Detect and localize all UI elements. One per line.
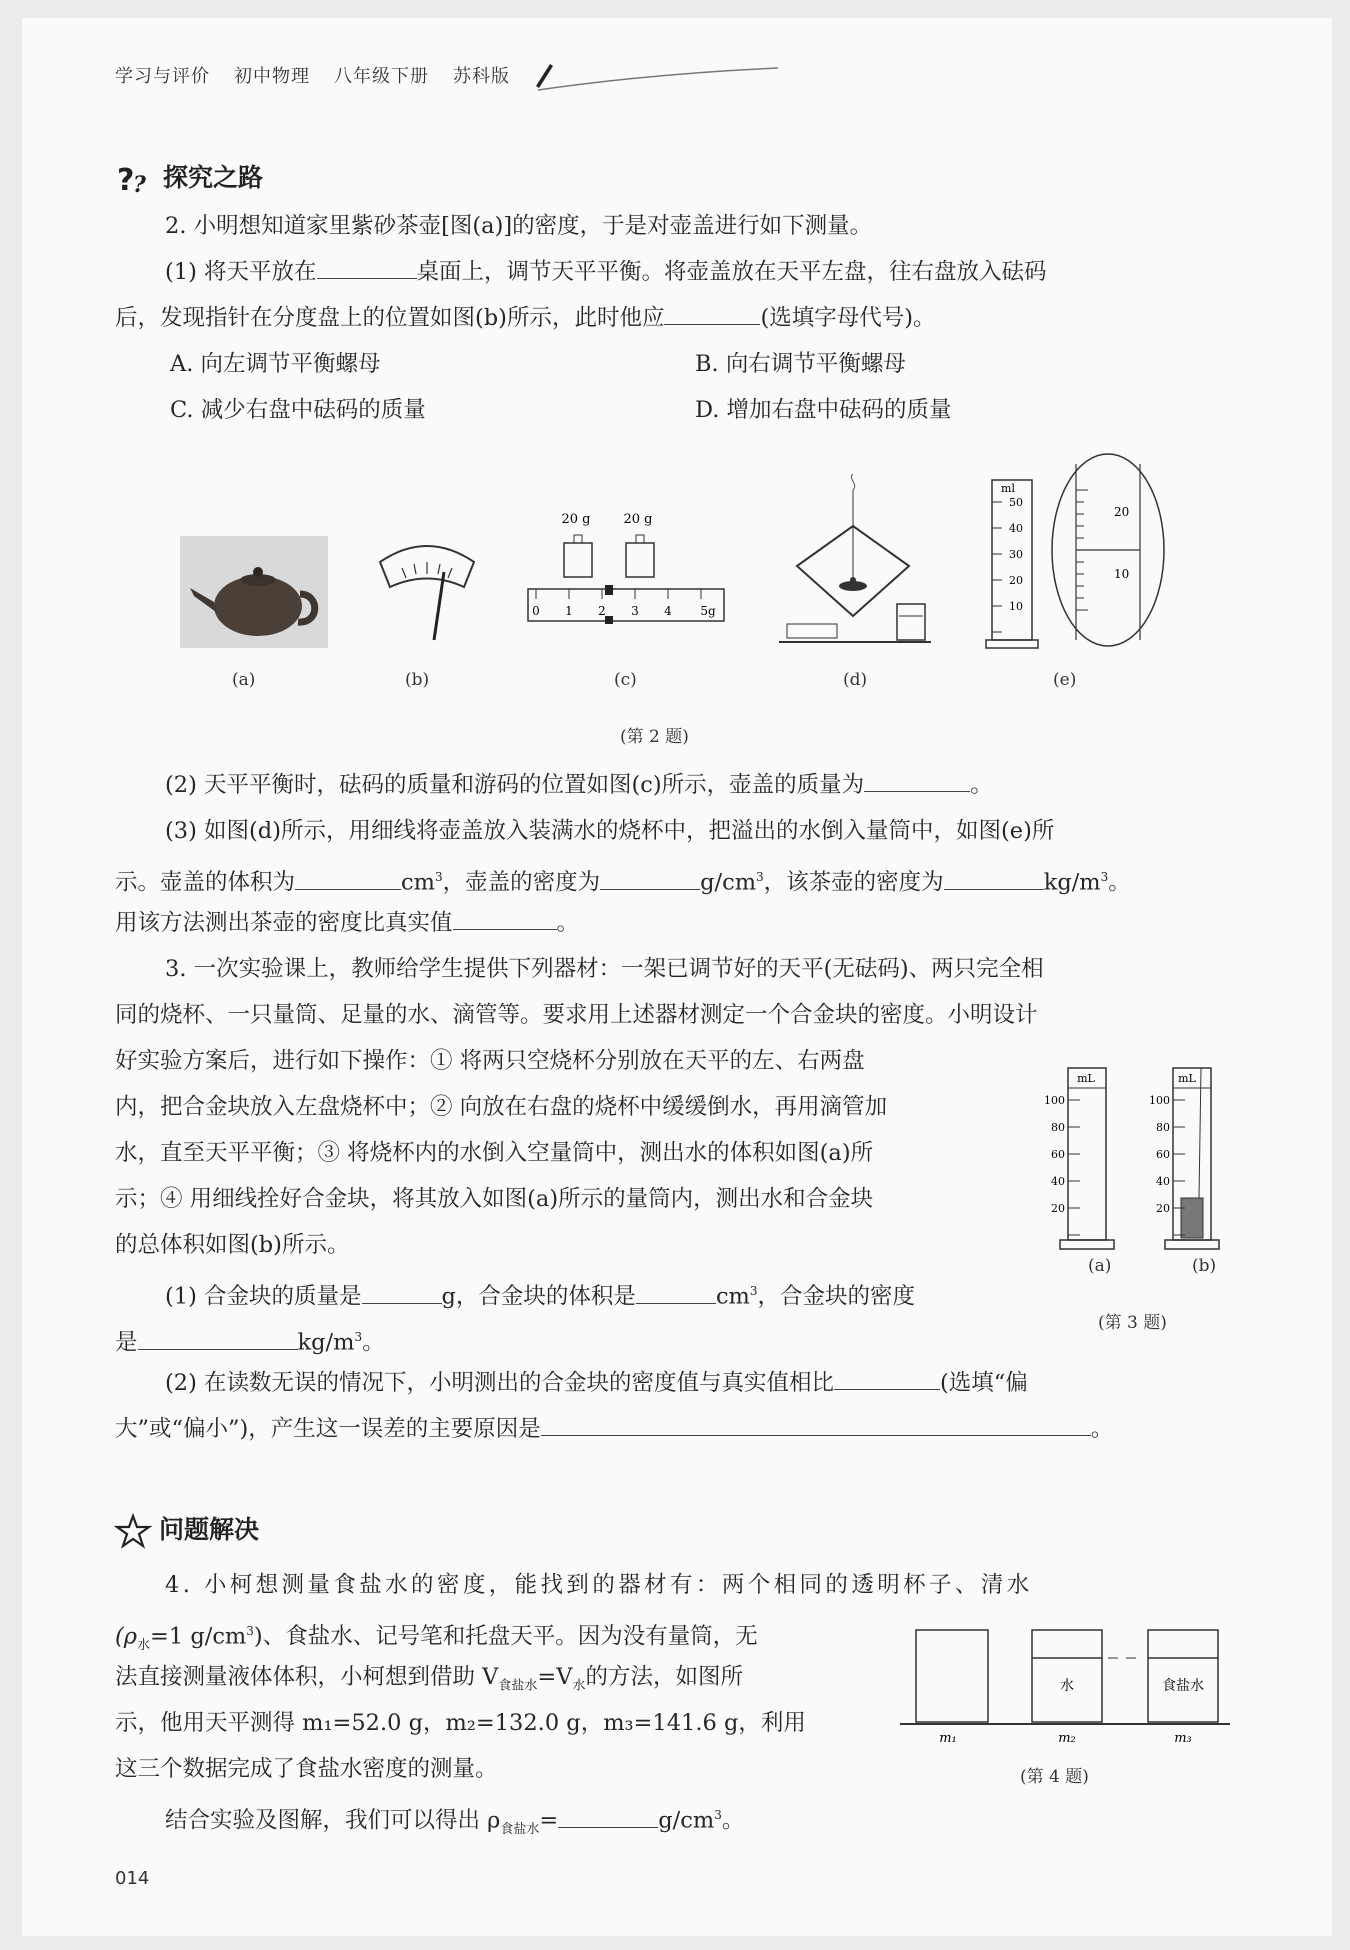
q2-part1-line1: (1) 将天平放在 桌面上，调节天平平衡。将壶盖放在天平左盘，往右盘放入砝码 <box>165 249 1047 295</box>
q2-part3-line3: 用该方法测出茶壶的密度比真实值 。 <box>115 900 579 946</box>
balance-weights-scale <box>526 505 726 645</box>
svg-text:?: ? <box>117 163 135 198</box>
cup-label-salt-water: 食盐水 <box>1162 1678 1204 1694</box>
zoom-tick-10: 10 <box>1114 567 1130 581</box>
mass-label-3: m₃ <box>1174 1731 1192 1746</box>
cyl-a-tick-80: 80 <box>1051 1121 1065 1134</box>
q4-line2: ($\rho_水=1$ $g/cm^3$)、食盐水、记号笔和托盘天平。因为没有量筒，无 <box>115 1623 758 1653</box>
cup-label-water: 水 <box>1060 1678 1074 1694</box>
cylinder-unit: ml <box>1001 482 1015 495</box>
q3-caption: (第 3 题) <box>1098 1313 1167 1333</box>
cyl-b-tick-60: 60 <box>1156 1148 1170 1161</box>
q3-cylinder-a <box>1044 1058 1130 1258</box>
fig-label-c: (c) <box>614 670 637 690</box>
q2-part1-line2: 后，发现指针在分度盘上的位置如图(b)所示，此时他应 (选填字母代号)。 <box>115 295 936 341</box>
scale-tick-5: 5g <box>700 604 716 618</box>
cyl-b-unit: mL <box>1178 1072 1196 1085</box>
q2-part2: (2) 天平平衡时，砝码的质量和游码的位置如图(c)所示，壶盖的质量为 。 <box>165 762 993 808</box>
q2-option-b: B. 向右调节平衡螺母 <box>695 351 906 377</box>
q3-line3: 好实验方案后，进行如下操作：① 将两只空烧杯分别放在天平的左、右两盘 <box>115 1048 865 1074</box>
cyl-a-tick-60: 60 <box>1051 1148 1065 1161</box>
cyl-b-tick-20: 20 <box>1156 1202 1170 1215</box>
scale-tick-0: 0 <box>532 604 540 618</box>
fig-label-b: (b) <box>405 670 430 690</box>
q4-line1: 4. 小柯想测量食盐水的密度，能找到的器材有：两个相同的透明杯子、清水 <box>165 1572 1033 1598</box>
measuring-cylinder-figure <box>980 450 1170 660</box>
zoom-tick-20: 20 <box>1114 505 1130 519</box>
q4-caption: (第 4 题) <box>1020 1767 1089 1787</box>
mass-label-2: m₂ <box>1058 1731 1076 1746</box>
fig-label-a: (a) <box>232 670 256 690</box>
dial-figure <box>372 532 482 642</box>
mass-label-1: m₁ <box>939 1731 957 1746</box>
q4-line4: 示，他用天平测得 m₁=52.0 g，m₂=132.0 g，m₃=141.6 g，利用 <box>115 1710 806 1736</box>
scale-tick-1: 1 <box>565 604 573 618</box>
q2-part3-line2: 示。壶盖的体积为 $cm^3$，壶盖的密度为 $g/cm^3$，该茶壶的密度为 $kg/m^3$。 <box>115 854 1131 906</box>
star-icon <box>115 1514 151 1548</box>
cyl-b-tick-40: 40 <box>1156 1175 1170 1188</box>
scale-tick-3: 3 <box>631 604 639 618</box>
q3-sub1-line2: 是 $kg/m^3$。 <box>115 1314 385 1366</box>
q3-line6: 示；④ 用细线拴好合金块，将其放入如图(a)所示的量筒内，测出水和合金块 <box>115 1186 874 1212</box>
book-title: 学习与评价 <box>115 66 210 87</box>
scale-tick-4: 4 <box>664 604 672 618</box>
q2-option-c: C. 减少右盘中砝码的质量 <box>170 397 426 423</box>
q3-cylinder-b <box>1149 1058 1235 1258</box>
q4-cups-figure <box>900 1622 1235 1747</box>
cylinder-tick-40: 40 <box>1009 522 1023 535</box>
section-heading-explore <box>115 158 263 196</box>
cyl-a-tick-100: 100 <box>1044 1094 1065 1107</box>
cyl-a-tick-40: 40 <box>1051 1175 1065 1188</box>
section-title: 探究之路 <box>163 163 264 192</box>
q3-sub1-line1: (1) 合金块的质量是 g，合金块的体积是 $cm^3$，合金块的密度 <box>165 1268 915 1320</box>
teapot-photo <box>180 536 328 648</box>
cylinder-tick-50: 50 <box>1009 496 1023 509</box>
q3-fig-label-b: (b) <box>1192 1256 1217 1276</box>
section-heading-problem-solving <box>115 1510 259 1548</box>
q4-line5: 这三个数据完成了食盐水密度的测量。 <box>115 1756 498 1782</box>
question-mark-icon <box>115 162 155 196</box>
q3-sub2-line1: (2) 在读数无误的情况下，小明测出的合金块的密度值与真实值相比 (选填“偏 <box>165 1360 1028 1406</box>
cyl-b-tick-80: 80 <box>1156 1121 1170 1134</box>
q2-option-d: D. 增加右盘中砝码的质量 <box>695 397 952 423</box>
subject: 初中物理 <box>234 66 310 87</box>
fig-label-e: (e) <box>1053 670 1077 690</box>
q3-line5: 水，直至天平平衡；③ 将烧杯内的水倒入空量筒中，测出水的体积如图(a)所 <box>115 1140 874 1166</box>
svg-text:?: ? <box>133 172 146 198</box>
cyl-a-unit: mL <box>1077 1072 1095 1085</box>
overflow-beaker-figure <box>775 466 935 654</box>
page-number: 014 <box>115 1868 150 1889</box>
edition: 苏科版 <box>453 66 510 87</box>
running-header <box>115 62 534 88</box>
q3-line2: 同的烧杯、一只量筒、足量的水、滴管等。要求用上述器材测定一个合金块的密度。小明设计 <box>115 1002 1038 1028</box>
cyl-a-tick-20: 20 <box>1051 1202 1065 1215</box>
q3-line7: 的总体积如图(b)所示。 <box>115 1232 350 1258</box>
fig-label-d: (d) <box>843 670 868 690</box>
q3-line4: 内，把合金块放入左盘烧杯中；② 向放在右盘的烧杯中缓缓倒水，再用滴管加 <box>115 1094 888 1120</box>
cyl-b-tick-100: 100 <box>1149 1094 1170 1107</box>
q2-part3-line1: (3) 如图(d)所示，用细线将壶盖放入装满水的烧杯中，把溢出的水倒入量筒中，如图(e)所 <box>165 818 1055 844</box>
q3-fig-label-a: (a) <box>1088 1256 1112 1276</box>
q2-caption: (第 2 题) <box>620 727 689 747</box>
scale-tick-2: 2 <box>598 604 606 618</box>
cylinder-tick-30: 30 <box>1009 548 1023 561</box>
q2-stem: 2. 小明想知道家里紫砂茶壶[图(a)]的密度，于是对壶盖进行如下测量。 <box>165 213 873 239</box>
weight-label-2: 20 g <box>623 512 653 527</box>
q3-sub2-line2: 大”或“偏小”)，产生这一误差的主要原因是 。 <box>115 1406 1113 1452</box>
section-title: 问题解决 <box>159 1515 260 1544</box>
cylinder-tick-20: 20 <box>1009 574 1023 587</box>
grade: 八年级下册 <box>334 66 429 87</box>
pen-icon <box>528 58 788 94</box>
cylinder-tick-10: 10 <box>1009 600 1023 613</box>
weight-label-1: 20 g <box>561 512 591 527</box>
q2-option-a: A. 向左调节平衡螺母 <box>170 351 381 377</box>
q4-answer-line: 结合实验及图解，我们可以得出 $\rho_{食盐水}= g/cm^3$。 <box>165 1792 744 1853</box>
q3-line1: 3. 一次实验课上，教师给学生提供下列器材：一架已调节好的天平(无砝码)、两只完全相 <box>165 956 1044 982</box>
q4-line3: 法直接测量液体体积，小柯想到借助 $V_{食盐水}=V_水$的方法，如图所 <box>115 1664 744 1694</box>
